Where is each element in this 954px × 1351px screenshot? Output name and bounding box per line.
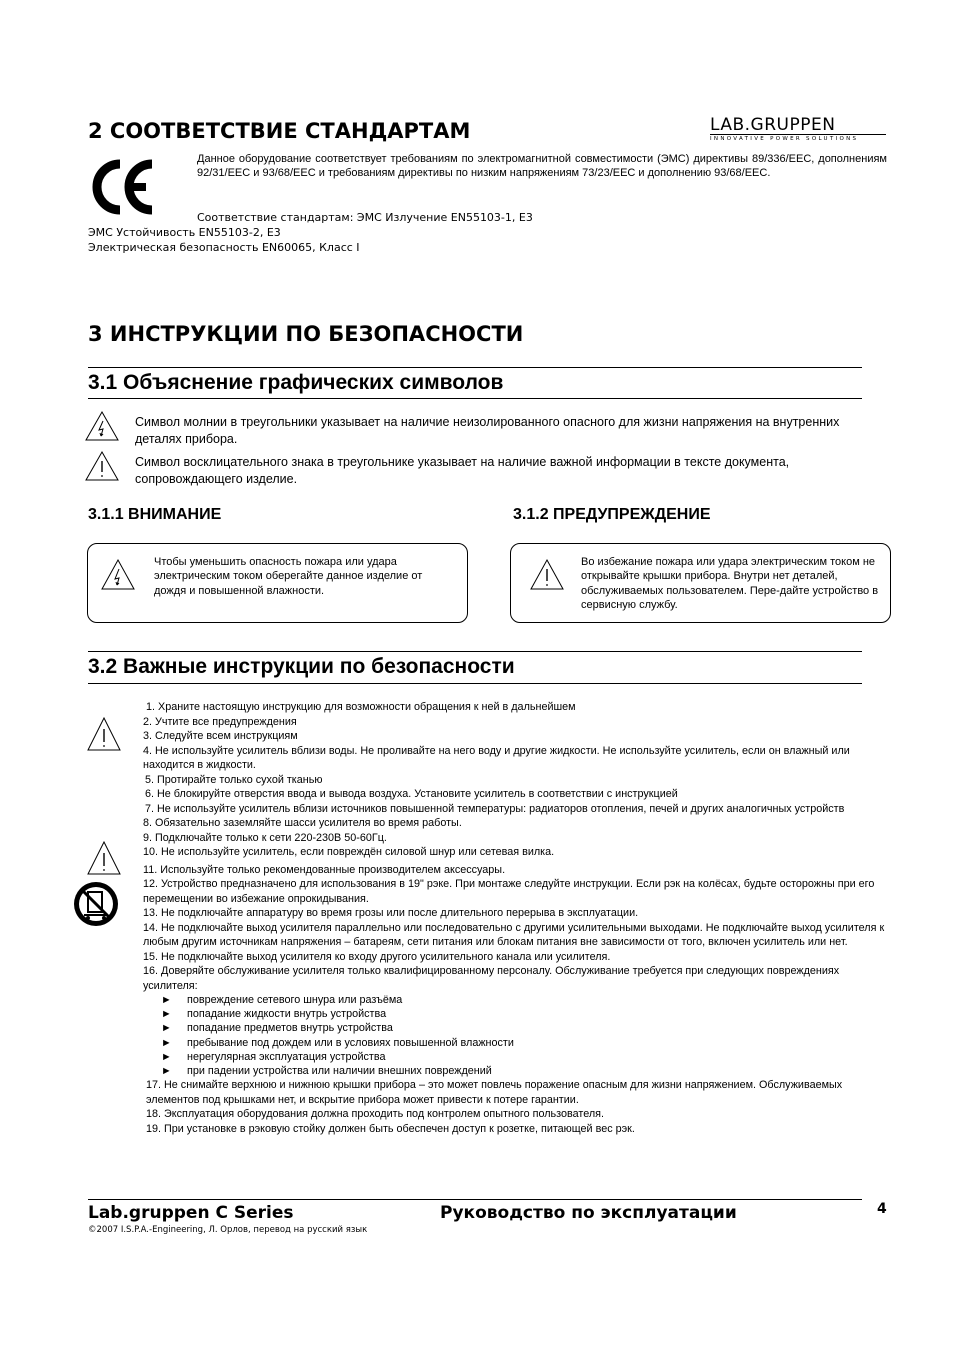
list-item: 8. Обязательно заземляйте шасси усилителя во время работы. bbox=[143, 817, 462, 829]
list-item: 3. Следуйте всем инструкциям bbox=[143, 730, 298, 742]
ce-compliance-text: Данное оборудование соответствует требованиям по электромагнитной совместимости (ЭМС) директивы 89/336/EEC, дополнениям 92/31/EEC и 93/68/EEC и требованиям директивы по низким напряжениям 73/23/EEC и дополнению 93/68/EEC. bbox=[197, 153, 887, 180]
list-item: 17. Не снимайте верхнюю и нижнюю крышки прибора – это может повлечь поражение опасным для жизни напряжением. Обслуживаемых элементов под крышками нет, и вскрытие прибора может привести к потере гарантии. bbox=[146, 1079, 843, 1106]
list-item: 4. Не используйте усилитель вблизи воды. Не проливайте на него воду и другие жидкости. Не используйте усилитель, если он влажный или находится в жидкости. bbox=[143, 744, 850, 771]
logo-text: LAB.GRUPPEN bbox=[710, 115, 836, 135]
list-item: 15. Не подключайте выход усилителя ко входу другого усилительного канала или усилителя. bbox=[143, 950, 611, 963]
damage-bullet-list bbox=[143, 993, 888, 1078]
divider bbox=[88, 398, 862, 399]
section-2-title: 2 СООТВЕТСТВИЕ СТАНДАРТАМ bbox=[88, 119, 471, 143]
exclamation-triangle-icon bbox=[86, 716, 122, 752]
list-item: 6. Не блокируйте отверстия ввода и вывода воздуха. Установите усилитель в соответствии с инструкцией bbox=[145, 788, 678, 800]
bullet-arrow-icon: ► bbox=[161, 1065, 172, 1078]
lightning-triangle-icon bbox=[84, 410, 120, 442]
ce-mark-icon bbox=[92, 158, 156, 216]
standards-immunity: ЭМС Устойчивость EN55103-2, E3 bbox=[88, 226, 281, 239]
list-item: 5. Протирайте только сухой тканью bbox=[145, 773, 323, 786]
warning-text: Во избежание пожара или удара электрическим током не открывайте крышки прибора. Внутри нет деталей, обслуживаемых пользователем. Пере-дайте устройство в сервисную службу. bbox=[581, 556, 879, 612]
section-3-title: 3 ИНСТРУКЦИИ ПО БЕЗОПАСНОСТИ bbox=[88, 322, 524, 346]
logo-tagline: INNOVATIVE POWER SOLUTIONS bbox=[710, 134, 886, 143]
exclamation-triangle-icon bbox=[529, 558, 565, 592]
list-item: 10. Не используйте усилитель, если повреждён силовой шнур или сетевая вилка. bbox=[143, 846, 555, 858]
divider bbox=[88, 651, 862, 652]
bullet-item: ► попадание жидкости внутрь устройства bbox=[161, 1008, 387, 1021]
list-item: 14. Не подключайте выход усилителя параллельно или последовательно с другими усилительными выходами. Не подключайте выход усилителя к любым другим источникам напряжения – батареям, сети питания или блокам питания вне зависимости от того, включен усилитель или нет. bbox=[143, 921, 885, 948]
list-item: 11. Используйте только рекомендованные производителем аксессуары. bbox=[143, 863, 506, 876]
list-item: 1. Храните настоящую инструкцию для возможности обращения к ней в дальнейшем bbox=[146, 701, 576, 713]
section-3-1-2-title: 3.1.2 ПРЕДУПРЕЖДЕНИЕ bbox=[513, 506, 711, 523]
footer-copyright: ©2007 I.S.P.A.-Engineering, Л. Орлов, перевод на русский язык bbox=[88, 1225, 368, 1235]
list-item: 12. Устройство предназначено для использования в 19" рэке. При монтаже следуйте инструкции. Если рэк на колёсах, будьте осторожны при его перемещении во избежание опрокидывания. bbox=[143, 878, 875, 905]
footer-manual-title: Руководство по эксплуатации bbox=[440, 1203, 737, 1223]
section-3-2-title: 3.2 Важные инструкции по безопасности bbox=[88, 655, 515, 678]
list-item: 9. Подключайте только к сети 220-230В 50-60Гц. bbox=[143, 831, 387, 844]
exclamation-symbol-text: Символ восклицательного знака в треугольнике указывает на наличие важной информации в тексте документа, сопровождающего изделие. bbox=[135, 455, 790, 486]
lightning-symbol-text: Символ молнии в треугольники указывает на наличие неизолированного опасного для жизни напряжения на внутренних деталях прибора. bbox=[135, 415, 840, 446]
bullet-item: ► пребывание под дождем или в условиях повышенной влажности bbox=[161, 1036, 514, 1049]
section-3-1-title: 3.1 Объяснение графических символов bbox=[88, 371, 504, 394]
footer-product: Lab.gruppen C Series bbox=[88, 1203, 294, 1223]
list-item: 2. Учтите все предупреждения bbox=[143, 715, 297, 728]
list-item: 18. Эксплуатация оборудования должна проходить под контролем опытного пользователя. bbox=[146, 1108, 604, 1121]
bullet-arrow-icon: ► bbox=[161, 1050, 172, 1063]
footer-rule bbox=[88, 1199, 862, 1200]
cart-tip-over-icon bbox=[72, 880, 122, 930]
list-item: 7. Не используйте усилитель вблизи источников повышенной температуры: радиаторов отопления, печей и других аналогичных устройств bbox=[145, 802, 845, 815]
page-number: 4 bbox=[877, 1201, 887, 1217]
lightning-triangle-icon bbox=[100, 558, 136, 592]
bullet-item: ► нерегулярная эксплуатация устройства bbox=[161, 1050, 386, 1063]
attention-box bbox=[87, 543, 468, 623]
section-3-1-1-title: 3.1.1 ВНИМАНИЕ bbox=[88, 506, 222, 523]
lab-gruppen-logo bbox=[710, 116, 886, 143]
bullet-item: ► повреждение сетевого шнура или разъёма bbox=[161, 994, 403, 1006]
exclamation-triangle-icon bbox=[84, 450, 120, 482]
exclamation-triangle-icon bbox=[86, 840, 122, 876]
warning-box bbox=[510, 543, 891, 623]
bullet-arrow-icon: ► bbox=[161, 1008, 172, 1021]
bullet-arrow-icon: ► bbox=[161, 1036, 172, 1049]
safety-instructions-list bbox=[143, 700, 888, 1136]
attention-text: Чтобы уменьшить опасность пожара или удара электрическим током оберегайте данное изделие от дождя и повышенной влажности. bbox=[154, 556, 423, 597]
bullet-item: ► при падении устройства или наличии внешних повреждений bbox=[161, 1065, 492, 1078]
bullet-item: ► попадание предметов внутрь устройства bbox=[161, 1022, 393, 1035]
standards-emission: Соответствие стандартам: ЭМС Излучение EN55103-1, E3 bbox=[197, 211, 533, 224]
list-item: 19. При установке в рэковую стойку должен быть обеспечен доступ к розетке, питающей вес рэк. bbox=[146, 1122, 635, 1135]
list-item: 16. Доверяйте обслуживание усилителя только квалифицированному персоналу. Обслуживание требуется при следующих повреждениях усилителя: bbox=[143, 965, 840, 992]
list-item: 13. Не подключайте аппаратуру во время грозы или после длительного перерыва в эксплуатации. bbox=[143, 907, 639, 919]
divider bbox=[88, 683, 862, 684]
bullet-arrow-icon: ► bbox=[161, 994, 172, 1006]
divider bbox=[88, 367, 862, 368]
standards-safety: Электрическая безопасность EN60065, Класс I bbox=[88, 241, 360, 254]
bullet-arrow-icon: ► bbox=[161, 1022, 172, 1035]
